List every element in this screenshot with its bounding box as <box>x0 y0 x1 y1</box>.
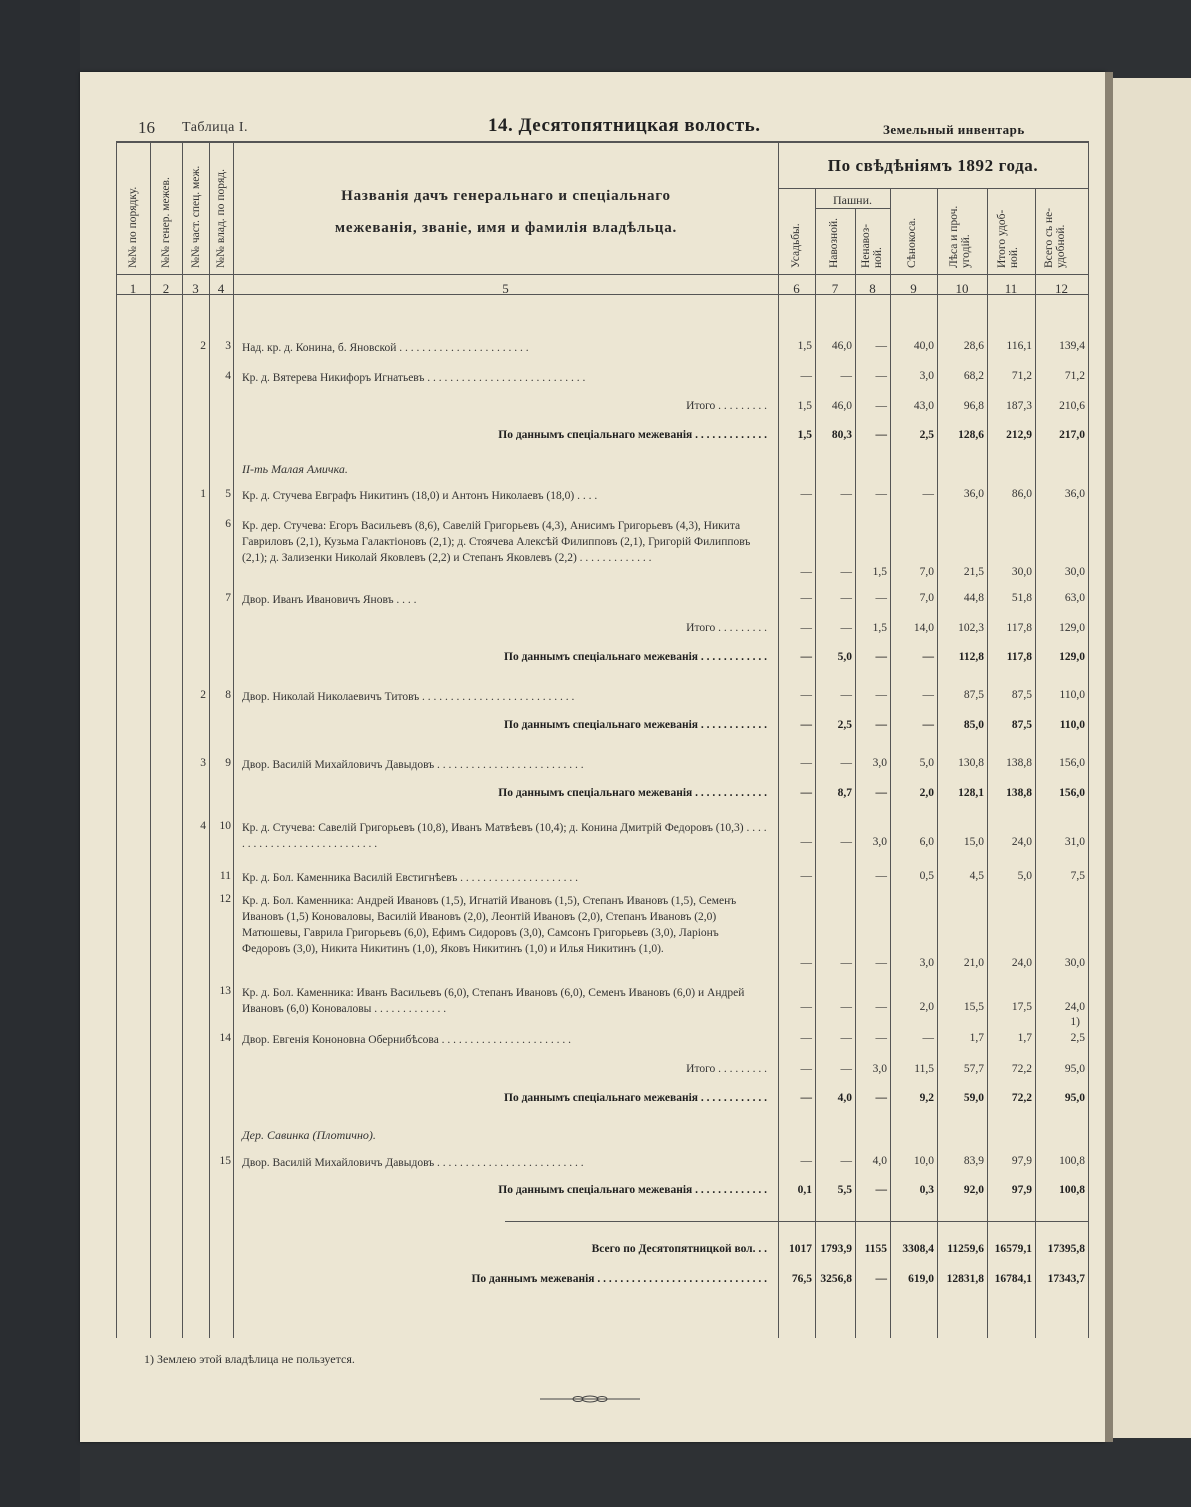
cell-value: — <box>875 651 887 663</box>
cell-value: 86,0 <box>1011 488 1032 500</box>
cell-value: 16784,1 <box>994 1273 1032 1285</box>
footnote-marker: 1) <box>1070 1016 1080 1028</box>
cell-value: 9,2 <box>919 1092 934 1104</box>
cell-value: 85,0 <box>963 719 984 731</box>
cell-value: 1,7 <box>1017 1032 1032 1044</box>
cell-value: 5,5 <box>837 1184 852 1196</box>
cell-value: — <box>840 1032 852 1044</box>
name-column-heading <box>238 180 774 244</box>
table-left-border <box>116 141 117 1338</box>
cell-value: 24,0 <box>1011 957 1032 969</box>
column-number: 10 <box>955 281 969 296</box>
owner-name: Кр. д. Бол. Каменника: Иванъ Васильевъ (6,0), Степанъ Ивановъ (6,0), Семенъ Ивановъ (6,0) и Андрей Ивановъ (6,0) Коноваловы . . . . . . . . . . . . . <box>242 987 745 1015</box>
cell-value: — <box>840 592 852 604</box>
owner-name: Двор. Евгенія Кононовна Обернибѣсова . . . . . . . . . . . . . . . . . . . . . . . <box>242 1034 572 1046</box>
cell-value: 2,5 <box>1070 1032 1085 1044</box>
section-heading: II-ть Малая Амичка. <box>242 462 348 476</box>
cell-value: 17,5 <box>1011 1001 1032 1013</box>
cell-value: 3256,8 <box>820 1273 852 1285</box>
summary-label: Итого . . . . . . . . . <box>686 400 767 412</box>
cell-value: 83,9 <box>963 1155 984 1167</box>
cell-value: — <box>875 1273 887 1285</box>
cell-value: — <box>875 592 887 604</box>
cell-value: — <box>875 488 887 500</box>
cell-value: 36,0 <box>963 488 984 500</box>
owner-number: 9 <box>225 757 231 769</box>
cell-value: 1,5 <box>797 429 812 441</box>
year-rule <box>778 188 1088 189</box>
col-line-2 <box>150 141 151 1338</box>
owner-name: Над. кр. д. Конина, б. Яновской . . . . . . . . . . . . . . . . . . . . . . . <box>242 342 529 354</box>
col9-heading: Сѣнокоса. <box>906 217 918 268</box>
cell-value: — <box>875 370 887 382</box>
owner-name: Кр. д. Бол. Каменника Василій Евстигнѣевъ . . . . . . . . . . . . . . . . . . . . . <box>242 872 579 884</box>
column-number: 4 <box>217 281 225 296</box>
cell-value: — <box>800 592 812 604</box>
cell-value: 24,0 <box>1011 836 1032 848</box>
special-survey-number: 3 <box>200 757 206 769</box>
cell-value: 44,8 <box>963 592 984 604</box>
owner-number: 14 <box>219 1032 231 1044</box>
cell-value: 8,7 <box>837 787 852 799</box>
cell-value: 110,0 <box>1059 689 1085 701</box>
cell-value: 87,5 <box>963 689 984 701</box>
column-number: 7 <box>831 281 839 296</box>
cell-value: 97,9 <box>1011 1184 1032 1196</box>
cell-value: — <box>875 1032 887 1044</box>
table-label: Таблица I. <box>182 120 249 135</box>
cell-value: 71,2 <box>1011 370 1032 382</box>
summary-label: По даннымъ спеціальнаго межеванія . . . . . . . . . . . . . <box>498 787 767 799</box>
col4-heading: №№ влад. по поряд. <box>215 169 227 268</box>
col6-heading: Усадьбы. <box>790 223 802 268</box>
owner-number: 6 <box>225 518 231 530</box>
cell-value: — <box>875 1184 887 1196</box>
owner-number: 7 <box>225 592 231 604</box>
cell-value: 110,0 <box>1059 719 1085 731</box>
cell-value: 7,0 <box>919 592 934 604</box>
scan-background <box>0 0 80 1507</box>
cell-value: 5,0 <box>837 651 852 663</box>
cell-value: 15,0 <box>963 836 984 848</box>
cell-value: 2,0 <box>919 787 934 799</box>
cell-value: 1017 <box>789 1243 812 1255</box>
cell-value: 138,8 <box>1006 757 1032 769</box>
summary-label: По даннымъ спеціальнаго межеванія . . . . . . . . . . . . <box>504 651 767 663</box>
cell-value: 59,0 <box>963 1092 984 1104</box>
cell-value: — <box>800 757 812 769</box>
cell-value: 116,1 <box>1006 340 1032 352</box>
section-heading: Дер. Савинка (Плотично). <box>242 1128 376 1142</box>
column-number: 5 <box>502 281 509 296</box>
cell-value: — <box>800 1092 812 1104</box>
cell-value: 76,5 <box>791 1273 812 1285</box>
cell-value: — <box>800 370 812 382</box>
owner-number: 15 <box>219 1155 231 1167</box>
year-heading: По свѣдѣніямъ 1892 года. <box>827 156 1039 175</box>
cell-value: 17395,8 <box>1047 1243 1085 1255</box>
cell-value: — <box>875 429 887 441</box>
cell-value: 36,0 <box>1064 488 1085 500</box>
owner-name: Кр. д. Вятерева Никифоръ Игнатьевъ . . . . . . . . . . . . . . . . . . . . . . . . . . . . <box>242 372 586 384</box>
cell-value: 210,6 <box>1059 400 1085 412</box>
totals-rule <box>505 1221 1088 1222</box>
cell-value: 95,0 <box>1064 1092 1085 1104</box>
cell-value: 96,8 <box>963 400 984 412</box>
cell-value: 156,0 <box>1059 787 1085 799</box>
cell-value: 16579,1 <box>994 1243 1032 1255</box>
cell-value: 97,9 <box>1011 1155 1032 1167</box>
column-number: 1 <box>129 281 137 296</box>
special-survey-number: 2 <box>200 689 206 701</box>
cell-value: 187,3 <box>1006 400 1032 412</box>
cell-value: — <box>875 719 887 731</box>
col3-heading: №№ част. спец. меж. <box>190 165 202 268</box>
owner-number: 3 <box>225 340 231 352</box>
col2-heading: №№ генер. межев. <box>160 177 172 268</box>
cell-value: 217,0 <box>1059 429 1085 441</box>
col12-heading: Всего съ не-удобной. <box>1043 207 1067 268</box>
cell-value: 7,0 <box>919 566 934 578</box>
cell-value: 40,0 <box>913 340 934 352</box>
cell-value: 95,0 <box>1064 1063 1085 1075</box>
cell-value: 128,1 <box>958 787 984 799</box>
cell-value: 5,0 <box>919 757 934 769</box>
cell-value: 72,2 <box>1011 1092 1032 1104</box>
page-title: 14. Десятопятницкая волость. <box>488 115 761 136</box>
summary-label: По даннымъ спеціальнаго межеванія . . . . . . . . . . . . <box>504 1092 767 1104</box>
page-gutter <box>1105 72 1113 1442</box>
pashni-rule <box>815 208 890 209</box>
cell-value: 3,0 <box>872 1063 887 1075</box>
cell-value: — <box>840 1063 852 1075</box>
owner-number: 11 <box>219 870 231 882</box>
cell-value: 57,7 <box>963 1063 984 1075</box>
owner-number: 13 <box>219 985 231 997</box>
cell-value: 619,0 <box>908 1273 934 1285</box>
cell-value: 1,7 <box>969 1032 984 1044</box>
owner-name: Кр. д. Стучева: Савелій Григорьевъ (10,8), Иванъ Матвѣевъ (10,4); д. Конина Дмитрій Федоровъ (10,3) . . . . . . . . . . . . . . . . . . . . . . . . . . . . <box>242 822 767 850</box>
cell-value: 17343,7 <box>1047 1273 1085 1285</box>
cell-value: 1793,9 <box>820 1243 852 1255</box>
cell-value: — <box>922 719 934 731</box>
cell-value: 14,0 <box>913 622 934 634</box>
cell-value: — <box>800 488 812 500</box>
cell-value: — <box>800 1032 812 1044</box>
cell-value: — <box>922 1032 934 1044</box>
cell-value: 5,0 <box>1017 870 1032 882</box>
footnote: 1) Землею этой владѣлица не пользуется. <box>144 1352 355 1366</box>
cell-value: — <box>875 870 887 882</box>
cell-value: — <box>922 651 934 663</box>
summary-label: Итого . . . . . . . . . <box>686 1063 767 1075</box>
column-number: 2 <box>162 281 170 296</box>
cell-value: — <box>875 1001 887 1013</box>
summary-label: По даннымъ межеванія . . . . . . . . . . . . . . . . . . . . . . . . . . . . . . <box>471 1273 767 1285</box>
cell-value: 100,8 <box>1059 1155 1085 1167</box>
cell-value: — <box>875 957 887 969</box>
cell-value: — <box>800 870 812 882</box>
owner-number: 8 <box>225 689 231 701</box>
cell-value: 51,8 <box>1011 592 1032 604</box>
page-number: 16 <box>138 118 155 137</box>
column-number: 9 <box>910 281 917 296</box>
special-survey-number: 2 <box>200 340 206 352</box>
col8-heading: Ненавоз-ной. <box>860 223 884 268</box>
cell-value: 30,0 <box>1011 566 1032 578</box>
cell-value: 0,5 <box>919 870 934 882</box>
cell-value: 1,5 <box>872 566 887 578</box>
cell-value: — <box>875 787 887 799</box>
col-line-5 <box>233 141 234 1338</box>
cell-value: 3,0 <box>919 957 934 969</box>
cell-value: 6,0 <box>919 836 934 848</box>
special-survey-number: 1 <box>200 488 206 500</box>
cell-value: — <box>840 566 852 578</box>
summary-label: По даннымъ спеціальнаго межеванія . . . . . . . . . . . . . <box>498 429 767 441</box>
cell-value: 2,5 <box>919 429 934 441</box>
cell-value: 10,0 <box>913 1155 934 1167</box>
cell-value: 24,0 <box>1064 1001 1085 1013</box>
summary-label: Всего по Десятопятницкой вол. . . <box>591 1243 767 1255</box>
cell-value: — <box>840 689 852 701</box>
cell-value: 46,0 <box>831 400 852 412</box>
cell-value: 30,0 <box>1064 566 1085 578</box>
cell-value: — <box>800 836 812 848</box>
owner-name: Двор. Василій Михайловичъ Давыдовъ . . . . . . . . . . . . . . . . . . . . . . . . . . <box>242 1157 584 1169</box>
summary-label: По даннымъ спеціальнаго межеванія . . . . . . . . . . . . . <box>498 1184 767 1196</box>
summary-label: Итого . . . . . . . . . <box>686 622 767 634</box>
cell-value: 31,0 <box>1064 836 1085 848</box>
cell-value: 2,0 <box>919 1001 934 1013</box>
cell-value: 0,1 <box>797 1184 812 1196</box>
cell-value: 0,3 <box>919 1184 934 1196</box>
cell-value: — <box>800 787 812 799</box>
cell-value: 11259,6 <box>947 1243 984 1255</box>
cell-value: 87,5 <box>1011 719 1032 731</box>
owner-name: Двор. Николай Николаевичъ Титовъ . . . . . . . . . . . . . . . . . . . . . . . . . . . <box>242 691 575 703</box>
cell-value: 21,5 <box>963 566 984 578</box>
cell-value: 117,8 <box>1006 651 1032 663</box>
cell-value: 2,5 <box>837 719 852 731</box>
cell-value: 15,5 <box>963 1001 984 1013</box>
cell-value: 92,0 <box>963 1184 984 1196</box>
owner-number: 4 <box>225 370 231 382</box>
cell-value: 46,0 <box>831 340 852 352</box>
cell-value: 71,2 <box>1064 370 1085 382</box>
cell-value: 129,0 <box>1059 651 1085 663</box>
cell-value: 138,8 <box>1006 787 1032 799</box>
owner-number: 12 <box>219 893 231 905</box>
table-right-border <box>1088 141 1089 1338</box>
cell-value: — <box>840 622 852 634</box>
cell-value: 3,0 <box>919 370 934 382</box>
cell-value: — <box>840 1155 852 1167</box>
cell-value: 72,2 <box>1011 1063 1032 1075</box>
cell-value: 4,0 <box>837 1092 852 1104</box>
col10-heading: Лѣса и проч. угодій. <box>948 205 972 268</box>
pashni-heading: Пашни. <box>832 193 873 207</box>
cell-value: 4,0 <box>872 1155 887 1167</box>
cell-value: — <box>840 957 852 969</box>
column-number: 12 <box>1055 281 1068 296</box>
col1-heading: №№ по порядку. <box>127 186 139 268</box>
cell-value: — <box>840 488 852 500</box>
cell-value: — <box>800 1063 812 1075</box>
cell-value: 3,0 <box>872 836 887 848</box>
cell-value: 102,3 <box>958 622 984 634</box>
cell-value: 4,5 <box>969 870 984 882</box>
cell-value: 129,0 <box>1059 622 1085 634</box>
cell-value: — <box>840 1001 852 1013</box>
cell-value: 21,0 <box>963 957 984 969</box>
cell-value: — <box>840 757 852 769</box>
cell-value: — <box>800 719 812 731</box>
cell-value: 63,0 <box>1064 592 1085 604</box>
cell-value: 28,6 <box>963 340 984 352</box>
cell-value: — <box>800 957 812 969</box>
owner-number: 10 <box>219 820 231 832</box>
cell-value: — <box>840 370 852 382</box>
owner-name: Кр. д. Бол. Каменника: Андрей Ивановъ (1,5), Игнатій Ивановъ (1,5), Степанъ Ивановъ (1,5), Семенъ Ивановъ (1,5) Коноваловы, Василій Ивановъ (2,0), Леонтій Ивановъ (2,0), Степанъ Ивановъ (2,0) Матюшевы, Гаврила Григорьевъ (6,0), Ефимъ Сидоровъ (3,0), Самсонъ Григорьевъ (3,0), Ларіонъ Федоровъ (3,0), Никита Никитинъ (1,0), Яковъ Никитинъ (1,0) и Илья Никитинъ (1,0). <box>242 895 737 955</box>
owner-number: 5 <box>225 488 231 500</box>
cell-value: — <box>800 1001 812 1013</box>
cell-value: 212,9 <box>1006 429 1032 441</box>
cell-value: — <box>800 651 812 663</box>
owner-name: Двор. Иванъ Ивановичъ Яновъ . . . . <box>242 594 417 606</box>
cell-value: 7,5 <box>1070 870 1085 882</box>
owner-name: Кр. дер. Стучева: Егоръ Васильевъ (8,6), Савелій Григорьевъ (4,3), Анисимъ Григорьевъ (4,3), Никита Гавриловъ (2,1), Кузьма Галактіоновъ (2,1); д. Стоячева Алексѣй Филипповъ (2,1), Григорій Филипповъ (2,1); д. Зализенки Николай Яковлевъ (2,2) и Степанъ Яковлевъ (2,2) . . . . . . . . . . . . . <box>242 520 751 564</box>
cell-value: 1,5 <box>797 400 812 412</box>
cell-value: 68,2 <box>963 370 984 382</box>
cell-value: — <box>800 622 812 634</box>
cell-value: 128,6 <box>958 429 984 441</box>
header-bottom-rule <box>116 274 1088 275</box>
cell-value: 87,5 <box>1011 689 1032 701</box>
cell-value: — <box>875 400 887 412</box>
cell-value: 11,5 <box>914 1063 934 1075</box>
name-heading-line2: межеванія, званіе, имя и фамилія владѣльца. <box>334 220 678 236</box>
cell-value: — <box>922 488 934 500</box>
cell-value: 1155 <box>864 1243 887 1255</box>
ornament-divider <box>540 1392 640 1406</box>
cell-value: 3,0 <box>872 757 887 769</box>
table-top-border <box>116 141 1088 143</box>
cell-value: — <box>840 836 852 848</box>
cell-value: — <box>800 689 812 701</box>
col-line-3 <box>182 141 183 1338</box>
cell-value: 117,8 <box>1006 622 1032 634</box>
cell-value: 156,0 <box>1059 757 1085 769</box>
running-head: Земельный инвентарь <box>883 122 1025 137</box>
cell-value: 139,4 <box>1059 340 1085 352</box>
special-survey-number: 4 <box>200 820 206 832</box>
cell-value: 80,3 <box>831 429 852 441</box>
column-number: 11 <box>1004 281 1018 296</box>
cell-value: — <box>800 1155 812 1167</box>
col7-heading: Навозной. <box>828 218 840 268</box>
column-number: 3 <box>192 281 199 296</box>
cell-value: 112,8 <box>958 651 984 663</box>
cell-value: 3308,4 <box>902 1243 934 1255</box>
cell-value: — <box>875 340 887 352</box>
cell-value: 43,0 <box>913 400 934 412</box>
column-number: 6 <box>793 281 800 296</box>
owner-name: Двор. Василій Михайловичъ Давыдовъ . . . . . . . . . . . . . . . . . . . . . . . . . . <box>242 759 584 771</box>
cell-value: — <box>875 689 887 701</box>
cell-value: 12831,8 <box>946 1273 984 1285</box>
column-number: 8 <box>869 281 876 296</box>
cell-value: 100,8 <box>1059 1184 1085 1196</box>
adjacent-page-edge <box>1113 78 1191 1438</box>
cell-value: 1,5 <box>872 622 887 634</box>
cell-value: — <box>875 1092 887 1104</box>
name-heading-line1: Названія дачъ генеральнаго и спеціальнаго <box>341 188 671 204</box>
cell-value: 30,0 <box>1064 957 1085 969</box>
cell-value: — <box>800 566 812 578</box>
summary-label: По даннымъ спеціальнаго межеванія . . . . . . . . . . . . <box>504 719 767 731</box>
owner-name: Кр. д. Стучева Евграфъ Никитинъ (18,0) и Антонъ Николаевъ (18,0) . . . . <box>242 490 598 502</box>
cell-value: 130,8 <box>958 757 984 769</box>
cell-value: 1,5 <box>797 340 812 352</box>
col11-heading: Итого удоб-ной. <box>996 209 1020 268</box>
cell-value: — <box>922 689 934 701</box>
